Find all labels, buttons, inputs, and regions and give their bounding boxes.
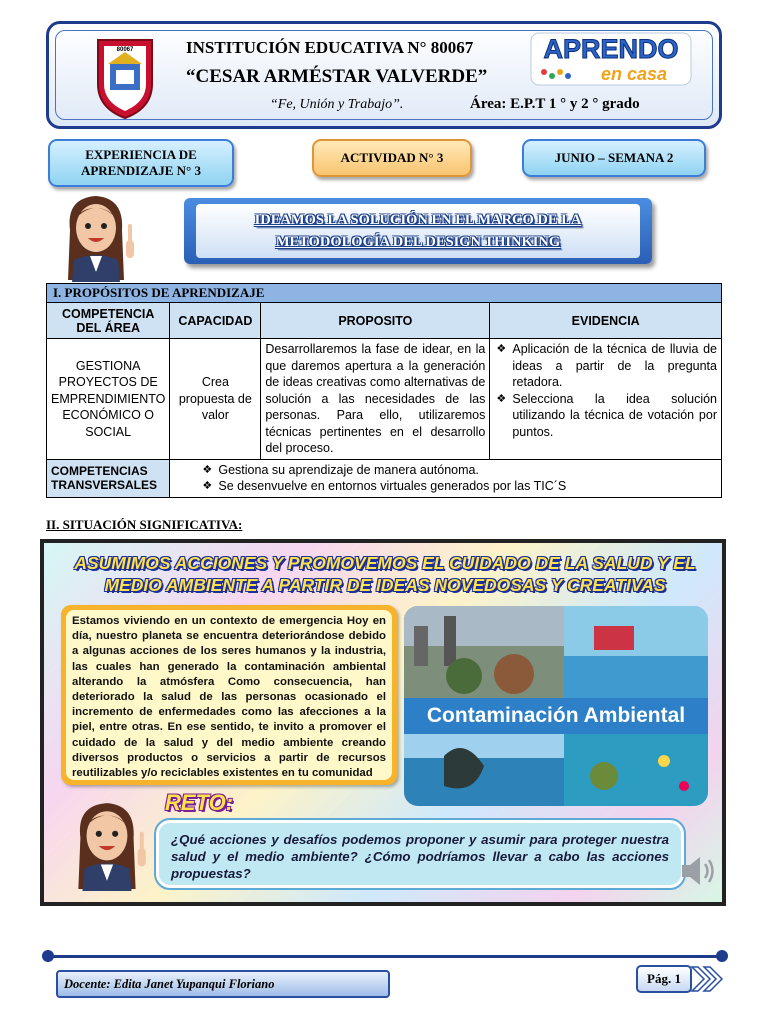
- purposes-table: [46, 283, 722, 498]
- topic-line1: IDEAMOS LA SOLUCIÓN EN EL MARCO DE LA: [254, 212, 582, 228]
- reto-label: RETO:: [165, 790, 234, 815]
- transversal-label: COMPETENCIAS TRANSVERSALES: [47, 459, 170, 497]
- experience-line2: APRENDIZAJE N° 3: [80, 163, 202, 178]
- speaker-icon[interactable]: [678, 852, 718, 890]
- pollution-collage: [404, 606, 708, 806]
- situation-title: [70, 552, 700, 596]
- area-grade: Área: E.P.T 1 ° y 2 ° grado: [470, 96, 640, 112]
- footer-dot: [716, 950, 728, 962]
- competence-cell: GESTIONA PROYECTOS DE EMPRENDIMIENTO ECONÓMICO O SOCIAL: [47, 339, 170, 460]
- school-crest-icon: [92, 34, 158, 120]
- transversal-item: ❖ Gestiona su aprendizaje de manera autónoma.: [200, 462, 717, 478]
- svg-text:en casa: en casa: [600, 64, 668, 84]
- header-evidence: EVIDENCIA: [490, 303, 722, 339]
- situation-section-title: II. SITUACIÓN SIGNIFICATIVA:: [46, 517, 243, 532]
- svg-text:80067: 80067: [116, 47, 134, 53]
- evidence-item: ❖ Aplicación de la técnica de lluvia de ideas a partir de la pregunta retadora.: [494, 341, 717, 391]
- collage-label: Contaminación Ambiental: [404, 698, 708, 734]
- activity-badge: ACTIVIDAD N° 3: [312, 139, 472, 177]
- experience-line1: EXPERIENCIA DE: [85, 147, 197, 162]
- svg-text:APRENDO: APRENDO: [543, 34, 679, 64]
- situation-title-line2: MEDIO AMBIENTE A PARTIR DE IDEAS NOVEDOSAS Y CREATIVAS: [104, 575, 666, 595]
- teacher-name: Docente: Edita Janet Yupanqui Floriano: [56, 970, 390, 998]
- topic-banner: [184, 198, 652, 264]
- story-box: [61, 605, 397, 785]
- transversal-cell: [170, 459, 722, 497]
- purpose-cell: Desarrollaremos la fase de idear, en la que daremos apertura a la generación de ideas creativas como alternativas de solución a las necesidades de las personas. Para ello, utilizaremos técnicas pertinentes en el desarrollo del proceso.: [261, 339, 490, 460]
- school-motto: “Fe, Unión y Trabajo”.: [270, 97, 404, 112]
- header-capacity: CAPACIDAD: [170, 303, 261, 339]
- capacity-cell: Crea propuesta de valor: [170, 339, 261, 460]
- footer-dot: [42, 950, 54, 962]
- topic-line2: METODOLOGÍA DEL DESIGN THINKING: [275, 234, 561, 250]
- experience-badge: [48, 139, 234, 187]
- evidence-item: ❖ Selecciona la idea solución utilizando la técnica de votación por puntos.: [494, 391, 717, 441]
- page-number: Pág. 1: [636, 965, 692, 993]
- teacher-avatar: [62, 796, 154, 892]
- institution-name: INSTITUCIÓN EDUCATIVA N° 80067: [186, 38, 474, 57]
- teacher-avatar: [52, 190, 142, 282]
- school-name: “CESAR ARMÉSTAR VALVERDE”: [186, 66, 488, 87]
- footer-divider: [46, 955, 726, 958]
- week-badge: JUNIO – SEMANA 2: [522, 139, 706, 177]
- header-purpose: PROPOSITO: [261, 303, 490, 339]
- aprendo-en-casa-logo: [530, 32, 692, 86]
- story-text: Estamos viviendo en un contexto de emergencia Hoy en día, nuestro planeta se encuentra deteriorándose debido a algunas acciones de los seres humanos y la industria, las cuales han generado la contaminación ambiental alterando la atmósfera Como consecuencia, han deteriorado la salud de las personas ocasionado el incremento de enfermedades como las afecciones a la piel, entre otras. En ese sentido, te invito a promover el cuidado de la salud y del medio ambiente creando diversos productos o servicios a partir de recursos reutilizables y/o reciclables existentes en tu comunidad: [66, 610, 392, 780]
- evidence-cell: [490, 339, 722, 460]
- situation-title-line1: ASUMIMOS ACCIONES Y PROMOVEMOS EL CUIDADO DE LA SALUD Y EL: [74, 553, 696, 573]
- purposes-section-title: I. PROPÓSITOS DE APRENDIZAJE: [47, 284, 722, 303]
- challenge-question: ¿Qué acciones y desafíos podemos proponer y asumir para proteger nuestra salud y el medio ambiente? ¿Cómo podríamos llevar a cabo las acciones propuestas?: [156, 820, 684, 888]
- header-competence: COMPETENCIA DEL ÁREA: [47, 303, 170, 339]
- chevron-right-icon: [690, 965, 724, 993]
- transversal-item: ❖ Se desenvuelve en entornos virtuales generados por las TIC´S: [200, 478, 717, 494]
